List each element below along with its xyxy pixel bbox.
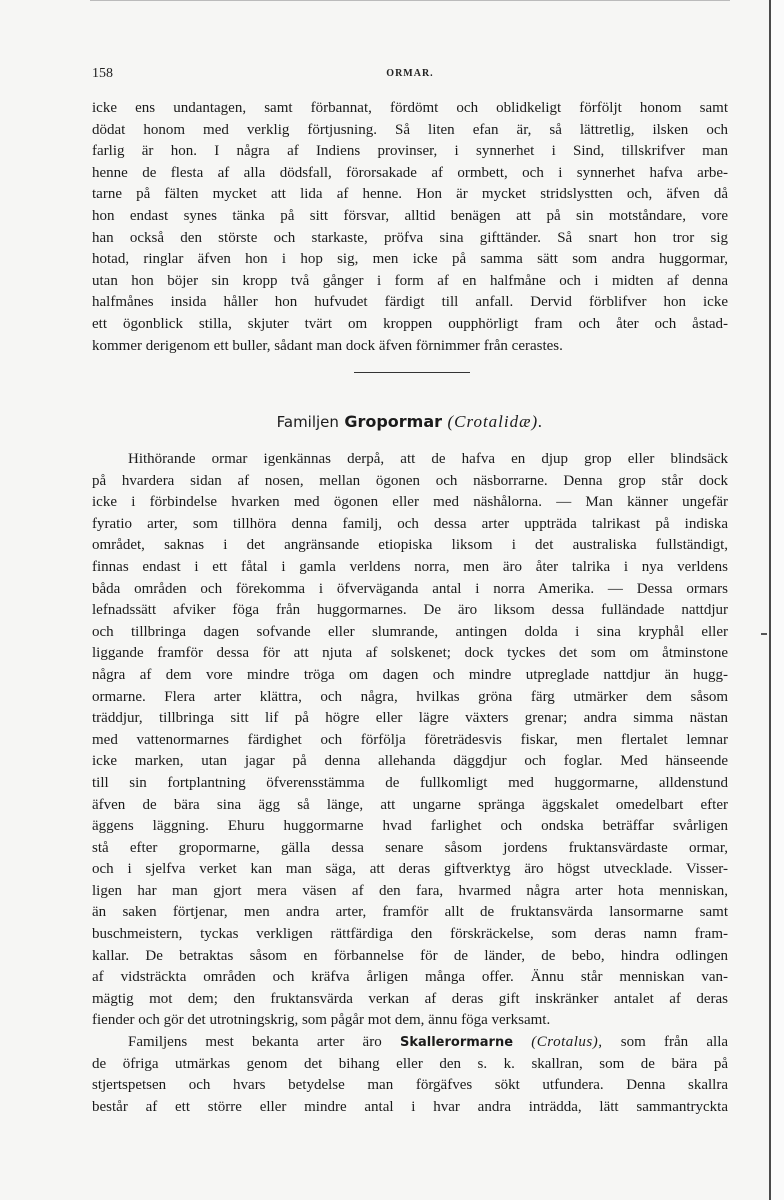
text-line: fyratio arter, som tillhöra denna familj, och dessa arter uppträda talrikast på indiska xyxy=(92,515,728,532)
text-line: äfven de bära sina ägg så länge, att ungarne spränga äggskalet omedelbart efter xyxy=(92,796,728,813)
text-line: icke i förbindelse hvarken med ögonen eller med näshålorna. — Man känner ungefär xyxy=(92,494,728,511)
text-line: tarne på fälten mycket att lida af henne. Hon är mycket stridslystten och, äfven då xyxy=(92,186,728,203)
text-line: liggande framför dessa för att njuta af solskenet; dock tyckes det som om åtminstone xyxy=(92,645,728,662)
text-line: han också den störste och starkaste, pröfva sina gifttänder. Så snart hon tror sig xyxy=(92,229,728,246)
text-line: stjertspetsen och hvars betydelse man förgäfves sökt utfundera. Denna skallra xyxy=(92,1077,728,1094)
text-line: icke marken, utan jagar på denna allehanda däggdjur och foglar. Med hänseende xyxy=(92,753,728,770)
text-line: henne de flesta af alla dödsfall, förorsakade af ormbett, och i synnerhet hafva arbe- xyxy=(92,164,728,181)
text-line: båda områden och förekomma i öfverväganda antal i norra Amerika. — Dessa ormars xyxy=(92,580,728,597)
text-line xyxy=(92,1032,728,1054)
text-line: dödat honom med verklig förtjusning. Så liten efan är, så lättretlig, ilsken och xyxy=(92,121,728,138)
text-line: buschmeistern, tyckas verkligen rättfärdiga den förskräckelse, som deras namn fram- xyxy=(92,926,728,943)
heading-family-name: Gropormar xyxy=(344,412,443,431)
text-line: icke ens undantagen, samt förbannat, fördömt och oblidkeligt förföljt honom samt xyxy=(92,100,728,116)
section-divider xyxy=(354,372,470,373)
scan-margin xyxy=(771,0,784,1200)
text-line: utan hon böjer sin kropp två gånger i form af en halfmåne och i midten af denna xyxy=(92,272,728,289)
text-line: af vidsträckta områden och kräfva årligen många offer. Ännu står menniskan van- xyxy=(92,969,728,986)
heading-prefix: Familjen xyxy=(276,413,339,431)
text-line: och tillbringa dagen sofvande eller slumrande, antingen dolda i sina kryphål eller xyxy=(92,623,728,640)
text-line: med vattenormarnes färdighet och förfölja företrädesvis fiskar, men flertalet lemnar xyxy=(92,731,728,748)
text-line: träddjur, tillbringa sitt lif på högre eller lägre växters grenar; andra simma nästan xyxy=(92,710,728,727)
species-name: Skallerormarne xyxy=(399,1035,514,1050)
text-line: äggens läggning. Ehuru huggormarne hvad farlighet och ondska beträffar svårligen xyxy=(92,818,728,835)
text-line: och i sjelfva verket kan man säga, att deras giftverktyg äro högst utvecklade. Visser- xyxy=(92,861,728,878)
text-line: mägtig mot dem; den fruktansvärda verkan af deras gift inskränker antalet af deras xyxy=(92,990,728,1007)
text-line: stå efter gropormarne, gälla dessa senare såsom jordens fruktansvärdaste ormar, xyxy=(92,839,728,856)
text-line: ett ögonblick stilla, skjuter tvärt om kroppen oupphörligt fram och åter och åstad- xyxy=(92,315,728,332)
page-number: 158 xyxy=(92,66,113,81)
text-line: än saken förtjenar, men andra arter, framför allt de fruktansvärda lansormarne samt xyxy=(92,904,728,921)
text-line: några af dem vore mindre tröga om dagen och mindre utpreglade nattdjur än hugg- xyxy=(92,666,728,683)
text-line: fiender och gör det utrotningskrig, som pågår mot dem, ännu föga verksamt. xyxy=(92,1012,551,1029)
text-line: hotad, ringlar äfven hon i hop sig, men icke på samma sätt som andra huggormar, xyxy=(92,251,728,268)
text-line: lefnadssätt afviker föga från huggormarnes. De äro liksom dessa fulländade nattdjur xyxy=(92,602,728,619)
latin-genus: (Crotalus), xyxy=(531,1034,603,1050)
paragraph-2 xyxy=(92,449,728,1032)
text-line: kommer derigenom ett buller, sådant man dock äfven förnimmer från cerastes. xyxy=(92,337,563,354)
text-line: farlig är hon. I några af Indiens provinser, i synnerhet i Sind, tillskrifver man xyxy=(92,143,728,160)
text-fragment: Familjens mest bekanta arter äro xyxy=(128,1034,382,1050)
text-line: ligen har man gjort mera väsen af den fara, hvarmed några arter hota menniskan, xyxy=(92,882,728,899)
heading-latin-name: (Crotalidæ). xyxy=(447,412,544,431)
section-heading xyxy=(92,412,728,432)
running-head: ORMAR. xyxy=(386,68,434,79)
text-line: halfmånes insida håller hon hufvudet färdigt till anfall. Dervid förblifver hon icke xyxy=(92,294,728,311)
text-line: området, saknas i det angränsande etiopiska liksom i det australiska fullständigt, xyxy=(92,537,728,554)
paragraph-1 xyxy=(92,98,728,357)
text-line: ormarne. Flera arter klättra, och några, hvilkas gröna färg utmärker dem såsom xyxy=(92,688,728,705)
text-fragment: som från alla xyxy=(620,1034,729,1050)
text-line: hon endast synes tänka på sitt försvar, alltid benägen att på sin motståndare, vore xyxy=(92,207,728,224)
top-border-line xyxy=(90,0,730,1)
scan-mark xyxy=(761,633,767,635)
text-line: kallar. De betraktas såsom en förbannelse för de länder, de bebo, hindra odlingen xyxy=(92,947,728,964)
page-header xyxy=(92,66,728,86)
text-line: på hvardera sidan af nosen, mellan ögonen och näsborrarne. Denna grop står dock xyxy=(92,472,728,489)
text-line: Hithörande ormar igenkännas derpå, att de hafva en djup grop eller blindsäck xyxy=(128,451,728,467)
text-line: till sin fortplantning öfverensstämma de fullkomligt med huggormarne, alldenstund xyxy=(92,774,728,791)
text-line: de öfriga utmärkas genom det bihang eller den s. k. skallran, som de bära på xyxy=(92,1055,728,1072)
text-line: består af ett större eller mindre antal i hvar andra inträdda, lätt sammantryckta xyxy=(92,1098,728,1115)
text-line: finnas endast i ett fåtal i gamla verldens norra, men äro åter talrika i nya verldens xyxy=(92,558,728,575)
paragraph-3 xyxy=(92,1032,728,1118)
